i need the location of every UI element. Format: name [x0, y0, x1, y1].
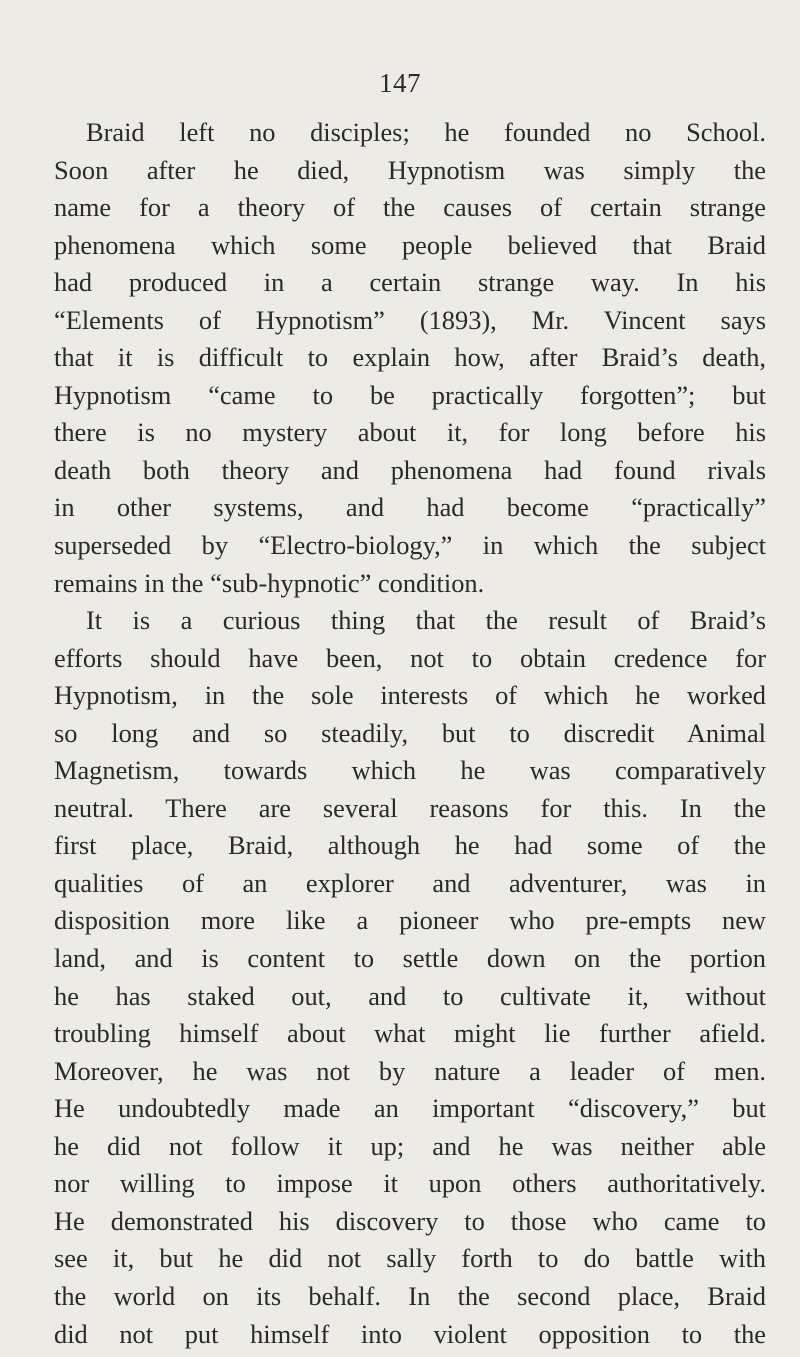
text-line: name for a theory of the causes of certain strange [54, 192, 766, 223]
page-number: 147 [379, 68, 421, 98]
text-line: It is a curious thing that the result of Braid’s [86, 605, 766, 636]
text-line: that it is difficult to explain how, after Braid’s death, [54, 342, 766, 373]
text-line: Hypnotism “came to be practically forgotten”; but [54, 379, 766, 410]
text-line: superseded by “Electro-biology,” in which the subject [54, 530, 766, 561]
text-line: disposition more like a pioneer who pre-empts new [54, 905, 766, 936]
text-line: phenomena which some people believed that Braid [54, 229, 766, 260]
text-line: Hypnotism, in the sole interests of which he worked [54, 680, 766, 711]
text-line: efforts should have been, not to obtain credence for [54, 642, 766, 673]
text-line: “Elements of Hypnotism” (1893), Mr. Vincent says [54, 304, 766, 335]
text-line: He demonstrated his discovery to those who came to [54, 1205, 766, 1236]
text-line: had produced in a certain strange way. In his [54, 267, 766, 298]
text-line: He undoubtedly made an important “discovery,” but [54, 1093, 766, 1124]
text-line: so long and so steadily, but to discredit Animal [54, 717, 766, 748]
text-line: first place, Braid, although he had some of the [54, 830, 766, 861]
text-line: death both theory and phenomena had found rivals [54, 454, 766, 485]
text-line: he has staked out, and to cultivate it, without [54, 980, 766, 1011]
text-line: Soon after he died, Hypnotism was simply the [54, 154, 766, 185]
text-line: nor willing to impose it upon others authoritatively. [54, 1168, 766, 1199]
text-line: Moreover, he was not by nature a leader of men. [54, 1055, 766, 1086]
text-line: there is no mystery about it, for long before his [54, 417, 766, 448]
text-line: in other systems, and had become “practically” [54, 492, 766, 523]
text-line: the world on its behalf. In the second place, Braid [54, 1280, 766, 1311]
text-line: neutral. There are several reasons for this. In the [54, 792, 766, 823]
text-line: see it, but he did not sally forth to do battle with [54, 1243, 766, 1274]
text-line: land, and is content to settle down on the portion [54, 943, 766, 974]
text-line: Magnetism, towards which he was comparatively [54, 755, 766, 786]
text-line: troubling himself about what might lie further afield. [54, 1018, 766, 1049]
text-line: Braid left no disciples; he founded no School. [86, 117, 766, 147]
text-line: qualities of an explorer and adventurer, was in [54, 867, 766, 898]
text-line: remains in the “sub-hypnotic” condition. [54, 567, 485, 598]
body-text [54, 114, 766, 1353]
text-line: he did not follow it up; and he was neither able [54, 1130, 766, 1161]
text-line: did not put himself into violent opposition to the [54, 1318, 766, 1349]
